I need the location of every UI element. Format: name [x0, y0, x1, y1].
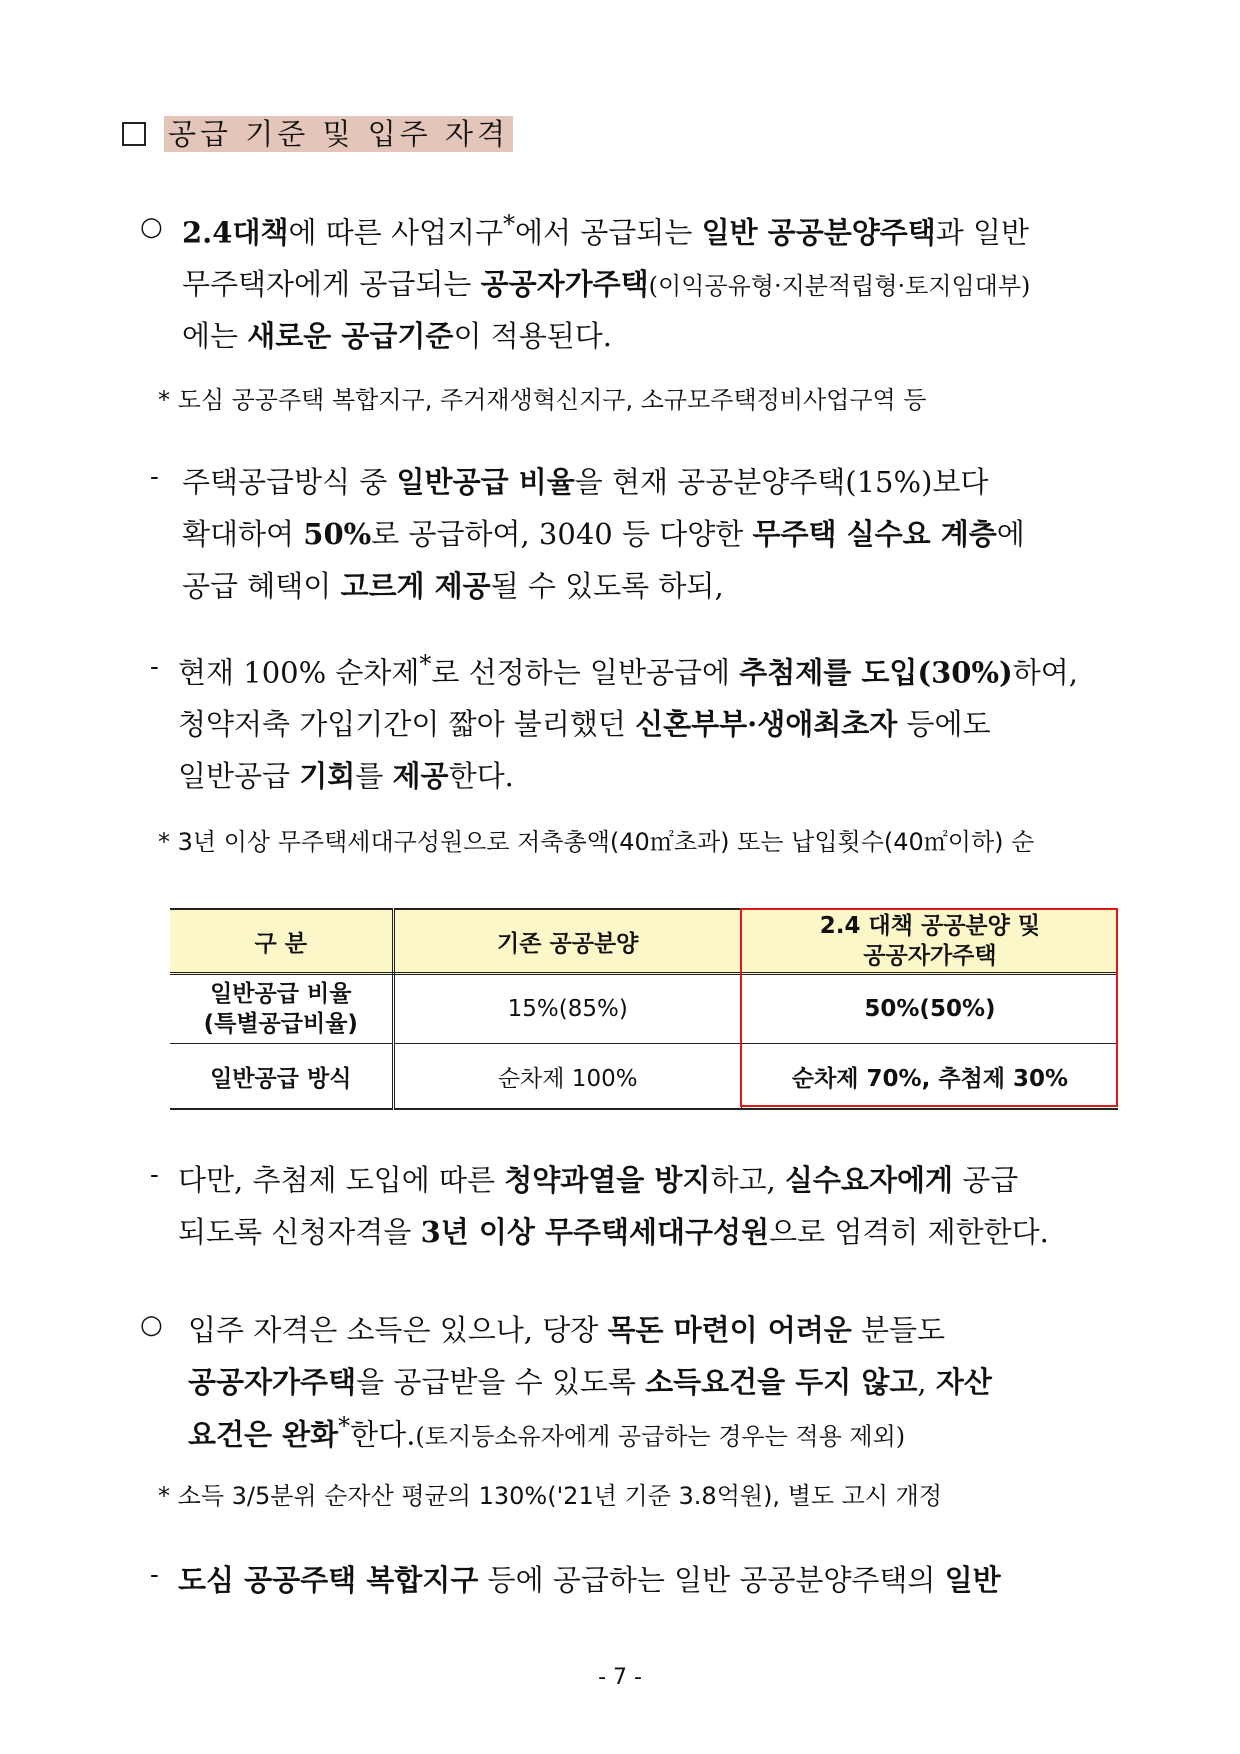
bold-text: 청약과열을 방지 — [504, 1163, 711, 1197]
paragraph-line — [182, 314, 612, 355]
table-cell: 순차제 70%, 추첨제 30% — [741, 1044, 1118, 1110]
text: 무주택자에게 공급되는 — [182, 267, 481, 301]
table-cell: 15%(85%) — [393, 974, 741, 1044]
bold-text: 일반 — [944, 1563, 1001, 1597]
bold-text: 신혼부부·생애최초자 — [635, 707, 898, 741]
text: 로 선정하는 일반공급에 — [431, 655, 740, 690]
text: 청약저축 가입기간이 짧아 불리했던 — [178, 707, 636, 741]
text: , — [917, 1365, 936, 1399]
text: 에서 공급되는 — [515, 215, 702, 250]
paragraph-line — [182, 262, 1030, 303]
bold-text: 추첨제를 도입(30%) — [739, 655, 1013, 690]
paragraph-line — [178, 1210, 1049, 1251]
table-header-row — [170, 909, 1118, 974]
table-row — [170, 974, 1118, 1044]
bold-text: 새로운 공급기준 — [247, 319, 454, 353]
paragraph-line — [182, 512, 1025, 553]
bold-text: 제공 — [392, 759, 449, 793]
bold-text: 고르게 제공 — [340, 569, 491, 603]
paragraph-line — [178, 1558, 1001, 1599]
text: (토지등소유자에게 공급하는 경우는 적용 제외) — [415, 1422, 906, 1451]
checkbox-square-icon — [122, 122, 146, 146]
footnote-mark: * — [338, 1412, 351, 1440]
bold-text: 소득요건을 두지 않고 — [645, 1365, 918, 1399]
paragraph-line — [182, 564, 724, 605]
bold-text: 2.4대책 — [182, 215, 289, 250]
bold-text: 무주택 실수요 계층 — [752, 517, 997, 551]
table-header-cell: 구 분 — [170, 909, 393, 974]
text: 를 — [355, 759, 393, 793]
paragraph-line — [182, 460, 988, 501]
text: 등에 공급하는 일반 공공분양주택의 — [478, 1563, 945, 1597]
text: 일반공급 — [178, 759, 300, 793]
bold-text: 공공자가주택 — [480, 267, 649, 301]
table-cell: 일반공급 방식 — [170, 1044, 393, 1110]
text: 현재 100% 순차제 — [178, 655, 420, 690]
text: 하고, — [710, 1163, 785, 1197]
text: 공급 — [953, 1163, 1019, 1197]
paragraph-line — [188, 1360, 992, 1401]
text: 확대하여 — [182, 517, 304, 551]
comparison-table — [170, 908, 1118, 1110]
bold-text: 3년 이상 무주택세대구성원 — [420, 1215, 770, 1249]
text: 에 — [996, 517, 1025, 551]
text: 한다. — [350, 1417, 416, 1452]
text: 될 수 있도록 하되, — [490, 569, 724, 603]
table-cell: 순차제 100% — [393, 1044, 741, 1110]
footnote: * 소득 3/5분위 순자산 평균의 130%('21년 기준 3.8억원), 별도 고시 개정 — [158, 1482, 943, 1510]
text: 등에도 — [897, 707, 991, 741]
bold-text: 실수요자에게 — [784, 1163, 953, 1197]
text: 다만, 추첨제 도입에 따른 — [178, 1163, 505, 1197]
page-number: - 7 - — [598, 1665, 642, 1690]
bold-text: 기회 — [299, 759, 356, 793]
paragraph-line — [178, 1158, 1018, 1199]
paragraph-line — [188, 1412, 905, 1454]
text: 으로 엄격히 제한한다. — [769, 1215, 1049, 1249]
footnote: * 도심 공공주택 복합지구, 주거재생혁신지구, 소규모주택정비사업구역 등 — [158, 386, 927, 414]
text: 과 일반 — [935, 215, 1030, 250]
bold-text: 일반공급 비율 — [396, 465, 575, 499]
text: 하여, — [1012, 655, 1079, 690]
text: 을 공급받을 수 있도록 — [356, 1365, 646, 1399]
table-cell: 50%(50%) — [741, 974, 1118, 1044]
dash-marker: - — [150, 1160, 159, 1190]
footnote: * 3년 이상 무주택세대구성원으로 저축총액(40㎡초과) 또는 납입횟수(40㎡이하) 순 — [158, 828, 1035, 856]
table-header-cell: 2.4 대책 공공분양 및 공공자가주택 — [741, 909, 1118, 974]
circle-bullet-icon: ○ — [140, 1310, 163, 1340]
text: 분들도 — [851, 1313, 946, 1347]
table-row — [170, 1044, 1118, 1110]
bold-text: 목돈 마련이 어려운 — [607, 1313, 852, 1347]
bold-text: 요건은 완화 — [188, 1417, 339, 1452]
text: 에는 — [182, 319, 248, 353]
table-cell: 일반공급 비율 (특별공급비율) — [170, 974, 393, 1044]
footnote-mark: * — [419, 650, 432, 678]
dash-marker: - — [150, 1560, 159, 1590]
paragraph-line — [178, 702, 991, 743]
text: 주택공급방식 중 — [182, 465, 397, 499]
text: 로 공급하여, 3040 등 다양한 — [371, 517, 753, 551]
bold-text: 일반 공공분양주택 — [701, 215, 936, 250]
paragraph-line — [178, 754, 514, 795]
bold-text: 50% — [303, 517, 372, 551]
section-heading — [122, 116, 513, 152]
section-title: 공급 기준 및 입주 자격 — [164, 116, 513, 152]
text: 공급 혜택이 — [182, 569, 341, 603]
dash-marker: - — [150, 462, 159, 492]
text: 한다. — [448, 759, 514, 793]
text: 을 현재 공공분양주택(15%)보다 — [574, 465, 989, 499]
paragraph-line — [178, 650, 1078, 692]
text: 입주 자격은 소득은 있으나, 당장 — [188, 1313, 608, 1347]
text: 되도록 신청자격을 — [178, 1215, 421, 1249]
text: 이 적용된다. — [453, 319, 612, 353]
bold-text: 공공자가주택 — [188, 1365, 357, 1399]
circle-bullet-icon: ○ — [140, 212, 163, 242]
bold-text: 도심 공공주택 복합지구 — [178, 1563, 479, 1597]
footnote-mark: * — [503, 210, 516, 238]
paragraph-line — [188, 1308, 945, 1349]
paragraph-line — [182, 210, 1117, 252]
dash-marker: - — [150, 652, 159, 682]
table-header-cell: 기존 공공분양 — [393, 909, 741, 974]
text: (이익공유형·지분적립형·토지임대부) — [648, 272, 1031, 300]
bold-text: 자산 — [935, 1365, 992, 1399]
text: 에 따른 사업지구 — [288, 215, 504, 250]
